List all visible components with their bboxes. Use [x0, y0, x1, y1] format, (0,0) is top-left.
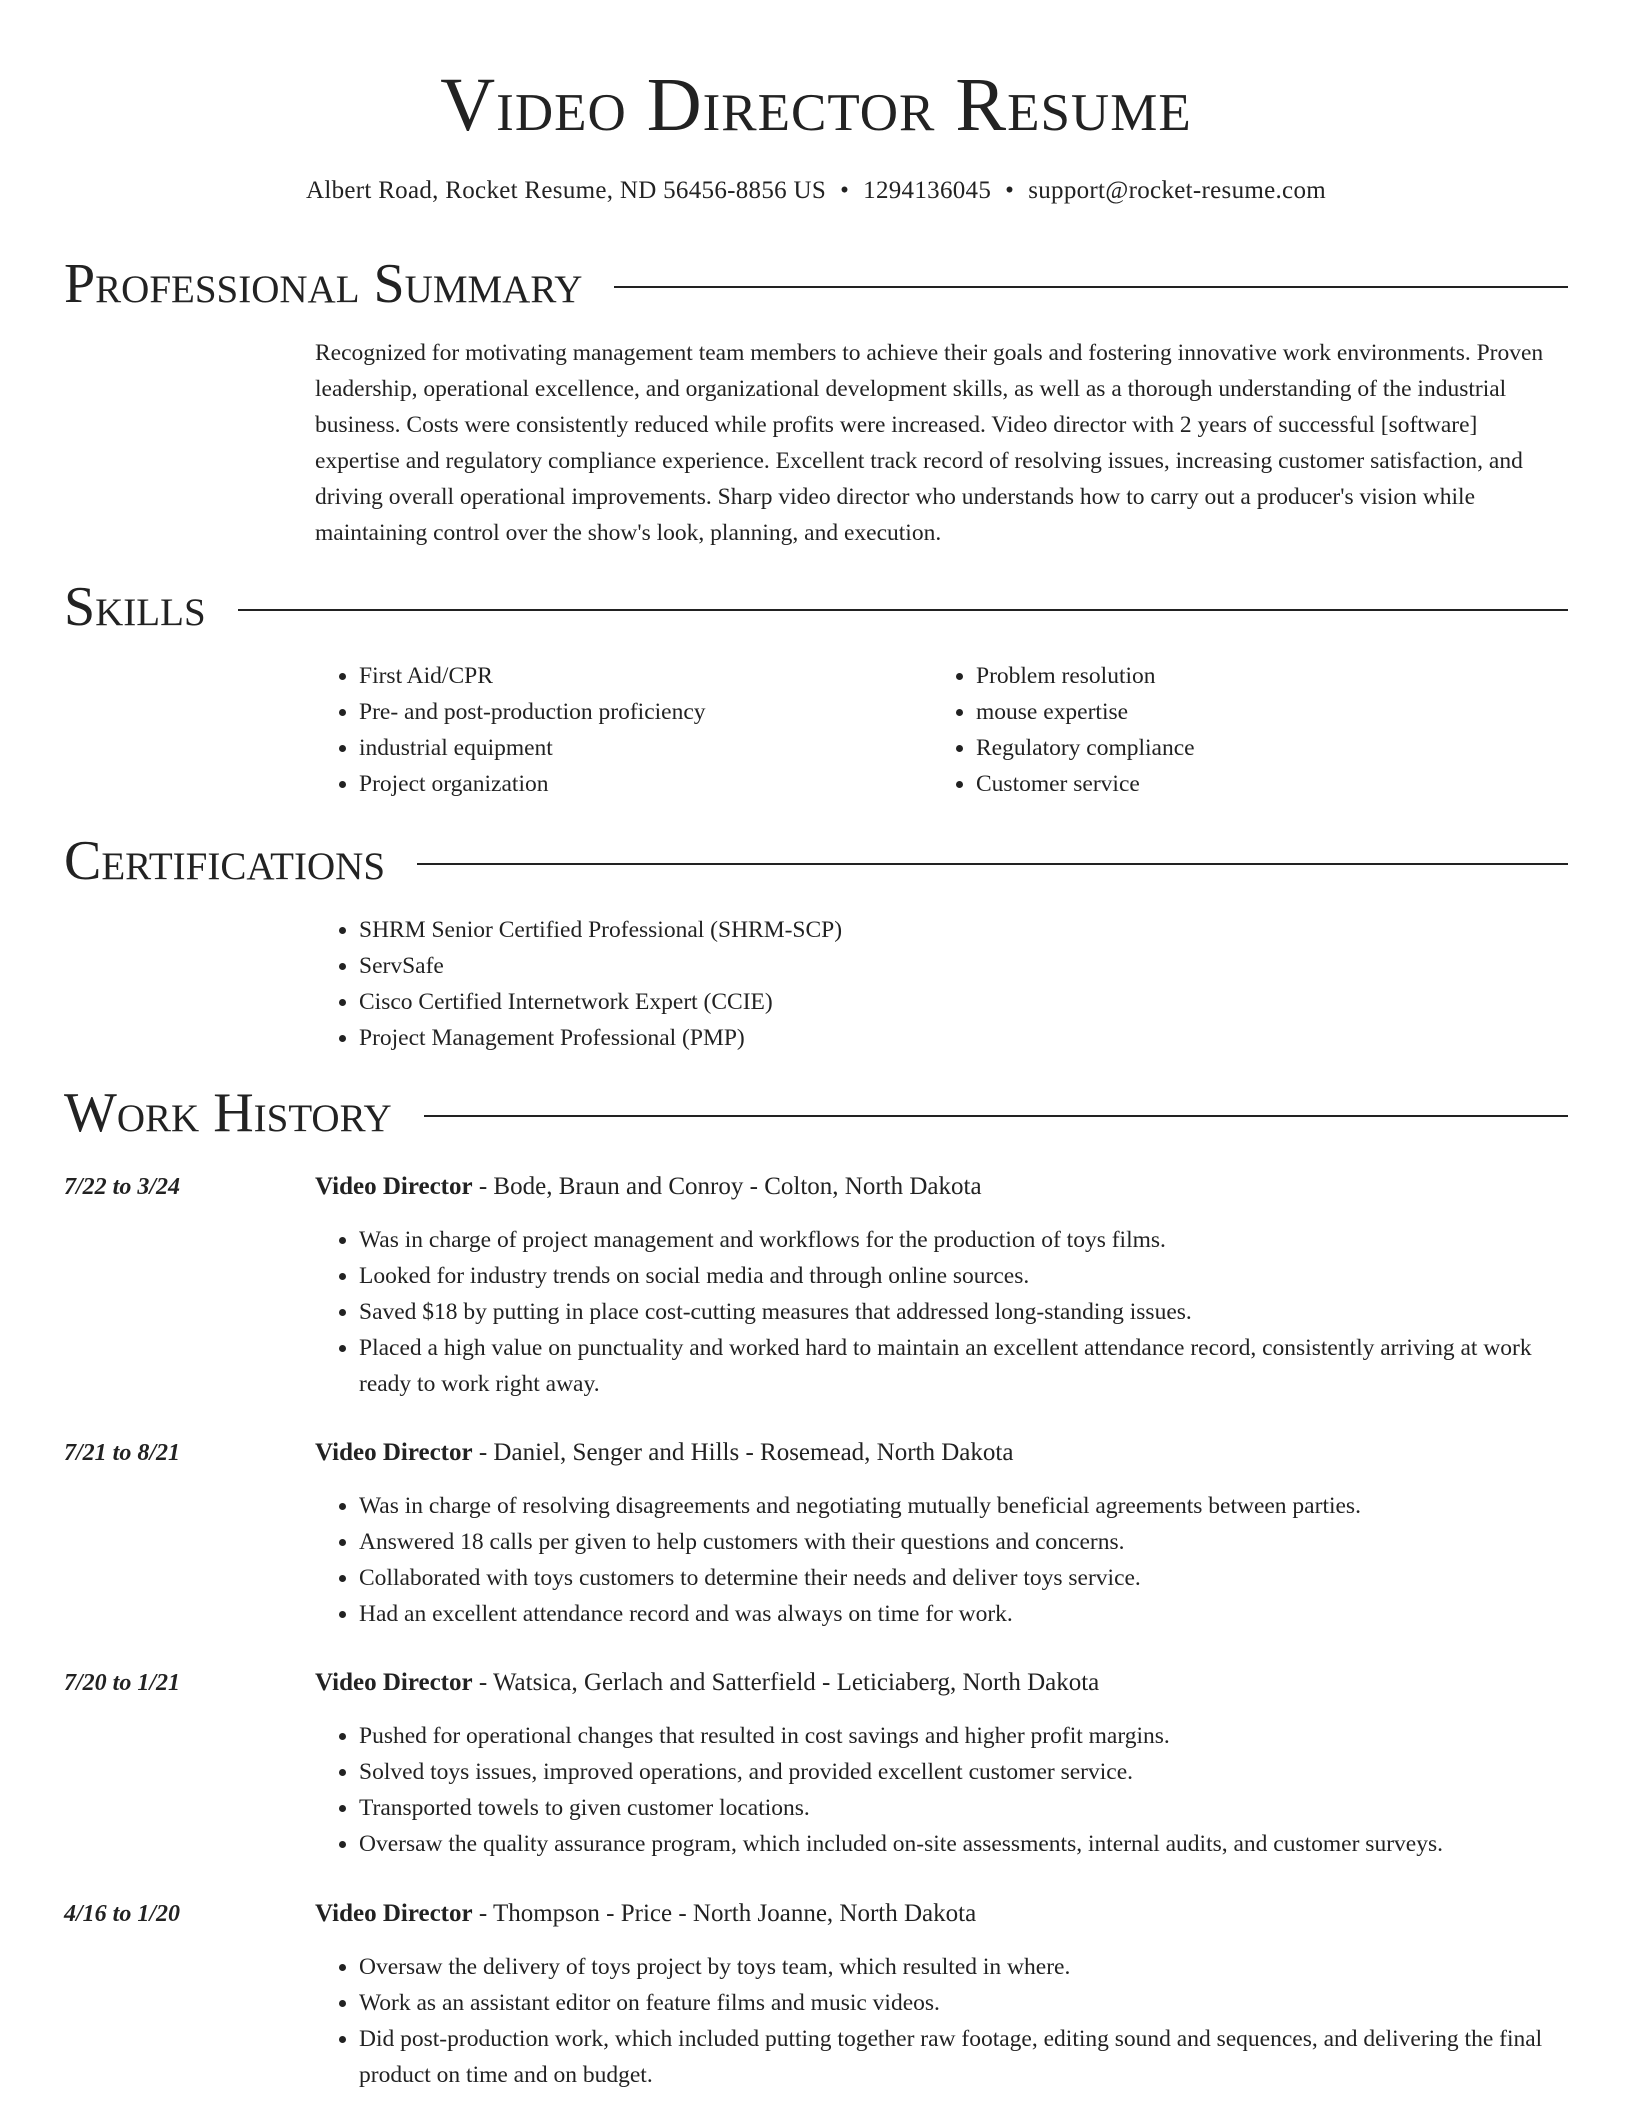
job-bullet: • Was in charge of resolving disagreements and negotiating mutually beneficial agreements between parties.: [359, 1488, 1568, 1524]
certification-item: • Project Management Professional (PMP): [359, 1020, 1568, 1056]
section-title-summary: Professional Summary: [64, 253, 583, 315]
job-header: [315, 1169, 1568, 1205]
section-divider: [238, 609, 1568, 611]
certifications-list: [315, 912, 1568, 1056]
job-bullet: • Was in charge of project management and workflows for the production of toys films.: [359, 1222, 1568, 1258]
job-bullets: [315, 1949, 1568, 2093]
job-bullet: • Answered 18 calls per given to help customers with their questions and concerns.: [359, 1524, 1568, 1560]
job-employer: - Daniel, Senger and Hills - Rosemead, North Dakota: [472, 1439, 1014, 1466]
skill-item: • First Aid/CPR: [359, 658, 932, 694]
job-bullet: • Saved $18 by putting in place cost-cutting measures that addressed long-standing issues.: [359, 1294, 1568, 1330]
job-bullet: • Had an excellent attendance record and was always on time for work.: [359, 1596, 1568, 1632]
job-bullets: [315, 1488, 1568, 1632]
job-bullets: [315, 1222, 1568, 1402]
section-title-certifications: Certifications: [64, 830, 386, 892]
section-header-work-history: [64, 1081, 1568, 1145]
job-bullet: • Oversaw the delivery of toys project by toys team, which resulted in where.: [359, 1949, 1568, 1985]
contact-address: Albert Road, Rocket Resume, ND 56456-8856 US: [305, 177, 827, 204]
skill-item: • Pre- and post-production proficiency: [359, 694, 932, 730]
section-title-skills: Skills: [64, 576, 206, 638]
skills-list-right: [932, 658, 1549, 802]
job-header: [315, 1435, 1568, 1471]
job-bullets: [315, 1718, 1568, 1862]
job-bullet: • Pushed for operational changes that resulted in cost savings and higher profit margins.: [359, 1718, 1568, 1754]
job-header: [315, 1665, 1568, 1701]
skills-list-left: [315, 658, 932, 802]
job-employer: - Thompson - Price - North Joanne, North Dakota: [472, 1900, 977, 1927]
section-header-summary: [64, 252, 1568, 316]
contact-line: [0, 175, 1632, 207]
certifications-block: [315, 912, 1568, 1056]
job-bullet: • Collaborated with toys customers to determine their needs and deliver toys service.: [359, 1560, 1568, 1596]
job-bullet: • Placed a high value on punctuality and worked hard to maintain an excellent attendance record, consistently arriving at work ready to work right away.: [359, 1330, 1568, 1402]
job-dates: 7/20 to 1/21: [64, 1670, 181, 1696]
section-header-certifications: [64, 829, 1568, 893]
job-role: Video Director: [315, 1439, 473, 1466]
job-bullet-list: [315, 1222, 1568, 1402]
section-title-work-history: Work History: [64, 1082, 392, 1144]
job-dates: 7/21 to 8/21: [64, 1440, 181, 1466]
certification-item: • SHRM Senior Certified Professional (SHRM-SCP): [359, 912, 1568, 948]
job-employer: - Bode, Braun and Conroy - Colton, North Dakota: [472, 1173, 982, 1200]
job-dates: 4/16 to 1/20: [64, 1901, 181, 1927]
skill-item: • Project organization: [359, 766, 932, 802]
resume-title: Video Director Resume: [440, 63, 1192, 147]
job-employer: - Watsica, Gerlach and Satterfield - Leticiaberg, North Dakota: [472, 1669, 1100, 1696]
job-bullet: • Did post-production work, which included putting together raw footage, editing sound and sequences, and delivering the final product on time and on budget.: [359, 2021, 1568, 2093]
skill-item: • industrial equipment: [359, 730, 932, 766]
skills-block: [315, 658, 1568, 802]
contact-phone: 1294136045: [863, 177, 992, 204]
job-role: Video Director: [315, 1173, 473, 1200]
job-header: [315, 1896, 1568, 1932]
job-bullet-list: [315, 1949, 1568, 2093]
skill-item: • mouse expertise: [976, 694, 1549, 730]
job-role: Video Director: [315, 1669, 473, 1696]
skill-item: • Regulatory compliance: [976, 730, 1549, 766]
certification-item: • Cisco Certified Internetwork Expert (CCIE): [359, 984, 1568, 1020]
contact-separator: •: [1005, 177, 1015, 204]
section-divider: [614, 286, 1568, 288]
job-dates: 7/22 to 3/24: [64, 1174, 181, 1200]
skills-grid: [315, 658, 1568, 802]
job-bullet: • Transported towels to given customer locations.: [359, 1790, 1568, 1826]
job-bullet: • Looked for industry trends on social media and through online sources.: [359, 1258, 1568, 1294]
job-role: Video Director: [315, 1900, 473, 1927]
contact-separator: •: [840, 177, 850, 204]
job-bullet: • Oversaw the quality assurance program, which included on-site assessments, internal audits, and customer surveys.: [359, 1826, 1568, 1862]
job-bullet: • Work as an assistant editor on feature films and music videos.: [359, 1985, 1568, 2021]
skill-item: • Customer service: [976, 766, 1549, 802]
job-bullet: • Solved toys issues, improved operations, and provided excellent customer service.: [359, 1754, 1568, 1790]
job-bullet-list: [315, 1718, 1568, 1862]
section-divider: [424, 1115, 1568, 1117]
certification-item: • ServSafe: [359, 948, 1568, 984]
contact-email: support@rocket-resume.com: [1028, 177, 1326, 204]
section-divider: [417, 863, 1568, 865]
summary-block: [315, 335, 1568, 551]
job-bullet-list: [315, 1488, 1568, 1632]
summary-text: Recognized for motivating management team members to achieve their goals and fostering innovative work environments. Proven leadership, operational excellence, and organizational development skills, as well as a thorough understanding of the industrial business. Costs were consistently reduced while profits were increased. Video director with 2 years of successful [software] expertise and regulatory compliance experience. Excellent track record of resolving issues, increasing customer satisfaction, and driving overall operational improvements. Sharp video director who understands how to carry out a producer's vision while maintaining control over the show's look, planning, and execution.: [315, 340, 1544, 546]
section-header-skills: [64, 575, 1568, 639]
skill-item: • Problem resolution: [976, 658, 1549, 694]
